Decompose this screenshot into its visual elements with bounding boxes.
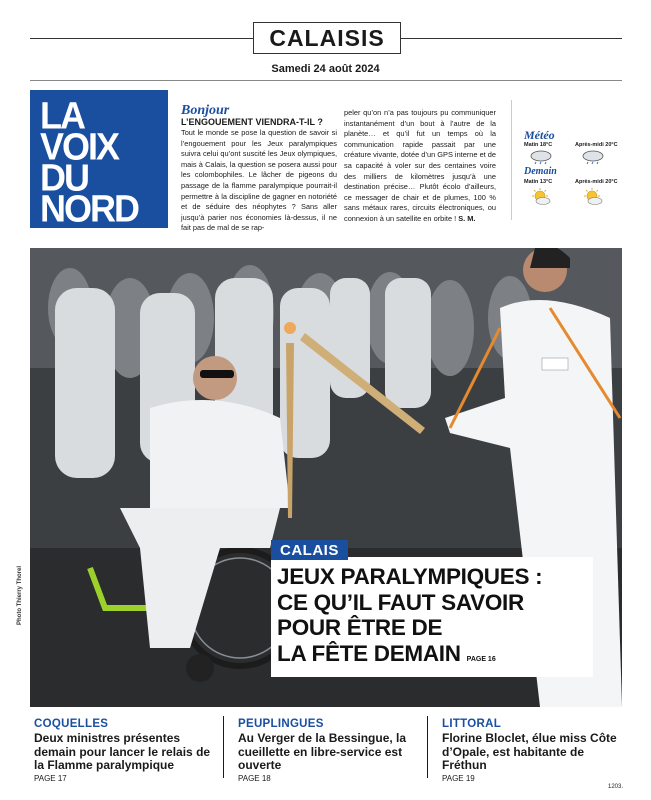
- headline-line: CE QU’IL FAUT SAVOIR: [277, 589, 524, 615]
- teaser-divider: [427, 716, 428, 778]
- rain-cloud-icon: [580, 149, 606, 165]
- logo-line: NORD: [40, 186, 138, 231]
- headline-line: JEUX PARALYMPIQUES :: [277, 564, 543, 589]
- sun-cloud-icon: [582, 187, 604, 207]
- date-rule: [30, 80, 622, 81]
- edito-column-2: [344, 108, 496, 225]
- edito-title: Bonjour: [181, 103, 230, 118]
- edito-headline: L’ENGOUEMENT VIENDRA-T-IL ?: [181, 117, 323, 127]
- logo-line: LA: [40, 93, 84, 138]
- meteo-today-morning: Matin 18°C: [524, 142, 553, 148]
- logo-line: VOIX: [40, 124, 119, 169]
- rain-cloud-icon: [528, 149, 554, 165]
- edito-column-1: Tout le monde se pose la question de savoir si l’engouement pour les Jeux paralympiques suivra celui qu’ont suscité les Jeux olympiques, mais à Calais, la question se posera aussi pour les colombophiles. Le lâcher de pigeons du passage de la flamme paralympique pourrait-il permettre à la discipline de gagner en notoriété et de séduire des néophytes ? Sans aller jusqu’à parier nos économies là-dessus, il ne fait pas de mal de se rap-: [181, 128, 337, 233]
- newspaper-logo: [30, 90, 168, 231]
- teaser-page: PAGE 17: [34, 773, 67, 783]
- teaser-text: Deux ministres présentes demain pour lancer le relais de la Flamme paralympique: [34, 731, 211, 772]
- photo-credit: Photo Thierry Thorel: [17, 565, 23, 625]
- teaser-text: Au Verger de la Bessingue, la cueillette en libre-service est ouverte: [238, 731, 407, 772]
- teaser-page: PAGE 19: [442, 773, 475, 783]
- headline-line-last: [277, 641, 593, 673]
- headline-line: LA FÊTE DEMAIN: [277, 640, 461, 666]
- teaser-category: LITTORAL: [442, 718, 502, 730]
- teaser-divider: [223, 716, 224, 778]
- teaser-text: Florine Bloclet, élue miss Côte d’Opale, est habitante de Fréthun: [442, 731, 617, 772]
- teaser-category: COQUELLES: [34, 718, 109, 730]
- meteo-tomorrow-title: Demain: [524, 166, 557, 177]
- headline-page-ref: PAGE 16: [466, 655, 496, 663]
- section-title: CALAISIS: [253, 22, 401, 54]
- meteo-today-afternoon: Après-midi 20°C: [575, 142, 618, 148]
- teaser-peuplingues[interactable]: [238, 718, 423, 783]
- main-headline[interactable]: [277, 564, 593, 672]
- headline-line: POUR ÊTRE DE: [277, 615, 443, 640]
- teaser-category: PEUPLINGUES: [238, 718, 324, 730]
- logo-line: DU: [40, 155, 88, 200]
- edito-signature: S. M.: [458, 213, 476, 223]
- footer-code: 1203.: [608, 784, 624, 790]
- story-tag: CALAIS: [271, 540, 348, 560]
- meteo-tomorrow-afternoon: Après-midi 20°C: [575, 179, 618, 185]
- teaser-page: PAGE 18: [238, 773, 271, 783]
- meteo-divider: [511, 100, 512, 220]
- sun-cloud-icon: [530, 187, 552, 207]
- edito-column-2-text: peler qu’on n’a pas toujours pu communiquer instantanément d’un bout à l’autre de la planète… et qu’il fut un temps où la communication rapide passait par une créature vivante, dotée d’un GPS interne et de sa capacité à voler sur des centaines voire des milliers de kilomètres jusqu’à une destination précise… Plutôt écolo d’ailleurs, ce messager de chair et de plumes, 100 % sans métaux rares, circuits électroniques, ou connexion à un satellite en orbite !: [344, 108, 497, 223]
- meteo-title: Météo: [524, 128, 555, 142]
- meteo-tomorrow-morning: Matin 13°C: [524, 179, 553, 185]
- teaser-littoral[interactable]: [442, 718, 627, 783]
- issue-date: Samedi 24 août 2024: [271, 63, 380, 75]
- teaser-coquelles[interactable]: [34, 718, 219, 783]
